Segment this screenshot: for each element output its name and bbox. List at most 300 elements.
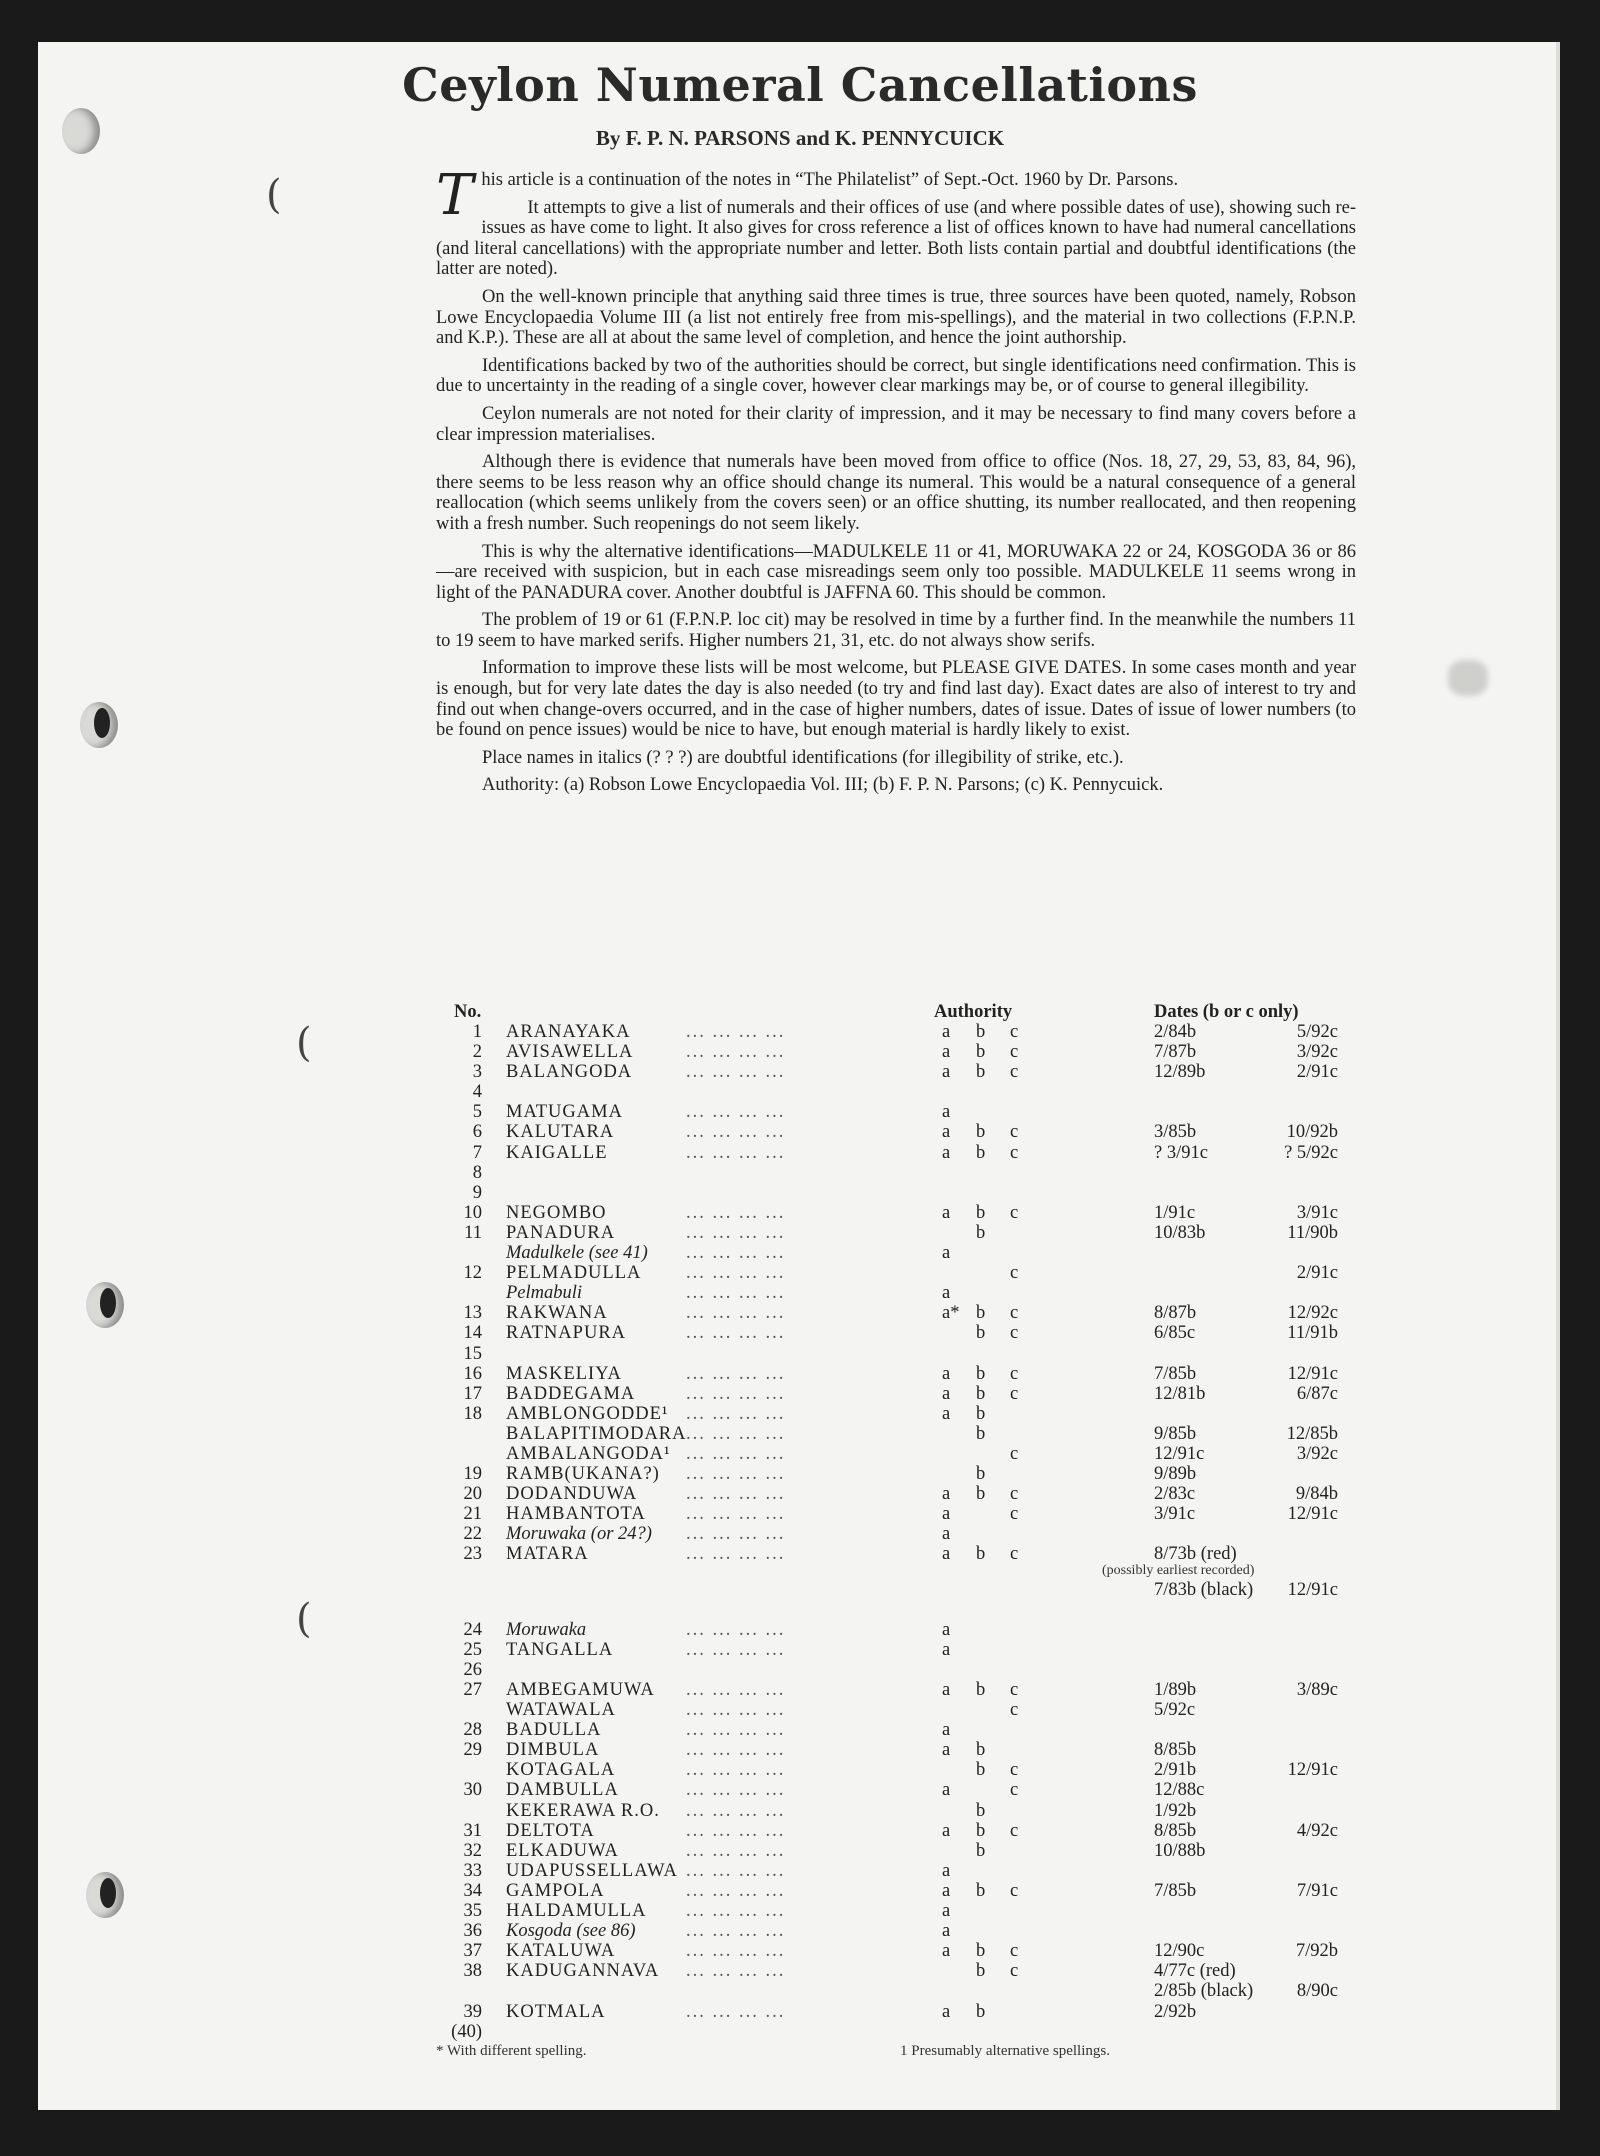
date-first: 1/89b	[1154, 1680, 1197, 1700]
authority-c: c	[1010, 1544, 1019, 1565]
authority-b: b	[976, 1062, 986, 1083]
office-name: KATALUWA	[506, 1941, 616, 1962]
table-row	[436, 1183, 1366, 1203]
row-number: 11	[464, 1222, 482, 1243]
footnote-right: 1 Presumably alternative spellings.	[900, 2043, 1110, 2059]
authority-a: a	[942, 1102, 951, 1123]
row-number: (40)	[451, 2021, 482, 2042]
leader-dots: ... ... ... ...	[686, 1283, 786, 1304]
table-row	[436, 1620, 1366, 1640]
leader-dots: ... ... ... ...	[686, 1383, 786, 1404]
office-name: RAMB(UKANA?)	[506, 1464, 660, 1485]
table-row	[436, 1544, 1366, 1564]
date-last: 8/90c	[1296, 1981, 1338, 2002]
table-row	[436, 1680, 1366, 1700]
paragraph-text: his article is a continuation of the notes in “The Philatelist” of Sept.-Oct. 1960 by Dr. Parsons.	[481, 170, 1179, 190]
table-row	[436, 1163, 1366, 1183]
authority-c: c	[1010, 1780, 1019, 1801]
office-name: WATAWALA	[506, 1700, 616, 1721]
authority-c: c	[1010, 1700, 1019, 1721]
office-name: BADDEGAMA	[506, 1383, 636, 1404]
date-first: 9/85b	[1154, 1423, 1197, 1444]
office-name: KAIGALLE	[506, 1142, 608, 1163]
date-first: 8/73b (red)	[1154, 1544, 1237, 1565]
authority-a: a	[942, 1619, 951, 1640]
office-name: GAMPOLA	[506, 1880, 605, 1901]
date-first: 12/81b	[1154, 1383, 1206, 1404]
body-paragraph	[436, 356, 1356, 397]
date-first: ? 3/91c	[1154, 1142, 1208, 1163]
leader-dots: ... ... ... ...	[686, 1464, 786, 1485]
leader-dots: ... ... ... ...	[686, 1760, 786, 1781]
table-row	[436, 1660, 1366, 1680]
leader-dots: ... ... ... ...	[686, 1941, 786, 1962]
date-first: 3/91c	[1154, 1504, 1196, 1525]
office-name: BADULLA	[506, 1720, 602, 1741]
table-row	[436, 1444, 1366, 1464]
date-first: 7/85b	[1154, 1880, 1197, 1901]
authority-a: a	[942, 1363, 951, 1384]
body-paragraph	[436, 542, 1356, 604]
date-first: 10/83b	[1154, 1222, 1206, 1243]
row-number: 10	[463, 1202, 482, 1223]
office-name: Moruwaka	[506, 1619, 587, 1640]
authority-c: c	[1010, 1383, 1019, 1404]
table-row	[436, 1881, 1366, 1901]
table-row	[436, 1484, 1366, 1504]
authority-a: a	[942, 1860, 951, 1881]
table-row	[436, 1223, 1366, 1243]
authority-b: b	[976, 1800, 986, 1821]
row-number: 6	[472, 1122, 482, 1143]
leader-dots: ... ... ... ...	[686, 1363, 786, 1384]
table-row	[436, 1720, 1366, 1740]
footnote-left: * With different spelling.	[436, 2043, 587, 2059]
row-number: 15	[463, 1343, 482, 1364]
date-last: 3/89c	[1296, 1680, 1338, 1700]
leader-dots: ... ... ... ...	[686, 1639, 786, 1660]
table-header	[436, 1002, 1366, 1022]
authority-b: b	[976, 1941, 986, 1962]
leader-dots: ... ... ... ...	[686, 1042, 786, 1063]
paragraph-text: This is why the alternative identifications—MADULKELE 11 or 41, MORUWAKA 22 or 24, KOSGODA 36 or 86—are received with suspicion, but in each case misreadings seem only too possible. MADULKELE 11 seems wrong in light of the PANADURA cover. Another doubtful is JAFFNA 60. This should be common.	[436, 541, 1356, 603]
authority-b: b	[976, 2001, 986, 2022]
row-number: 31	[463, 1820, 482, 1841]
body-paragraph	[436, 198, 1356, 280]
table-row	[436, 1961, 1366, 1981]
authority-a: a	[942, 1820, 951, 1841]
authority-b: b	[976, 1022, 986, 1042]
row-number: 37	[463, 1941, 482, 1962]
row-number: 29	[463, 1740, 482, 1761]
office-name: Pelmabuli	[506, 1283, 583, 1304]
authority-b: b	[976, 1222, 986, 1243]
office-name: RATNAPURA	[506, 1323, 627, 1344]
scan-smudge	[1448, 660, 1488, 696]
authority-b: b	[976, 1680, 986, 1700]
office-name: AVISAWELLA	[506, 1042, 634, 1063]
authority-a: a	[942, 2001, 951, 2022]
leader-dots: ... ... ... ...	[686, 1820, 786, 1841]
leader-dots: ... ... ... ...	[686, 1780, 786, 1801]
leader-dots: ... ... ... ...	[686, 1303, 786, 1324]
date-first: 1/92b	[1154, 1800, 1197, 1821]
authority-c: c	[1010, 1042, 1019, 1063]
authority-b: b	[976, 1464, 986, 1485]
authority-c: c	[1010, 1484, 1019, 1505]
office-name: PANADURA	[506, 1222, 616, 1243]
authority-c: c	[1010, 1122, 1019, 1143]
office-name: Moruwaka (or 24?)	[506, 1524, 652, 1545]
authority-a: a	[942, 1022, 951, 1042]
paragraph-text: It attempts to give a list of numerals and their offices of use (and where possible dates of use), showing such re-issues as have come to light. It also gives for cross reference a list of offices known to have had numeral cancellations (and literal cancellations) with the appropriate number and letter. Both lists contain partial and doubtful identifications (the latter are noted).	[436, 197, 1356, 280]
paragraph-text: On the well-known principle that anything said three times is true, three sources have been quoted, namely, Robson Lowe Encyclopaedia Volume III (a list not entirely free from mis-spellings), and the material in two collections (F.P.N.P. and K.P.). These are all at about the same level of completion, and hence the joint authorship.	[436, 286, 1356, 349]
date-last: 5/92c	[1296, 1022, 1338, 1042]
authority-a: a	[942, 1680, 951, 1700]
date-first: 2/84b	[1154, 1022, 1197, 1042]
table-row	[436, 1122, 1366, 1142]
table-row	[436, 1263, 1366, 1283]
date-last: 10/92b	[1286, 1122, 1338, 1143]
table-row	[436, 1102, 1366, 1122]
authority-a: a	[942, 1403, 951, 1424]
authority-b: b	[976, 1042, 986, 1063]
date-last: 9/84b	[1295, 1484, 1338, 1505]
office-name: ELKADUWA	[506, 1840, 619, 1861]
date-first: 2/85b (black)	[1154, 1981, 1254, 2002]
row-number: 17	[463, 1383, 482, 1404]
table-row	[436, 1404, 1366, 1424]
date-last: 7/91c	[1296, 1880, 1338, 1901]
article-byline: By F. P. N. PARSONS and K. PENNYCUICK	[595, 126, 1005, 150]
table-row	[436, 1760, 1366, 1780]
table-row	[436, 1580, 1366, 1600]
row-note: (possibly earliest recorded)	[1102, 1562, 1255, 1578]
row-number: 30	[463, 1780, 482, 1801]
drop-cap: T	[436, 163, 474, 228]
authority-b: b	[976, 1740, 986, 1761]
authority-a: a	[942, 1720, 951, 1741]
authority-a: a	[942, 1880, 951, 1901]
date-first: 12/90c	[1154, 1941, 1205, 1962]
table-row	[436, 1062, 1366, 1082]
date-first: 8/85b	[1154, 1740, 1197, 1761]
authority-b: b	[976, 1820, 986, 1841]
row-number: 4	[472, 1082, 482, 1103]
authority-a: a	[942, 1780, 951, 1801]
row-number: 16	[463, 1363, 482, 1384]
date-first: 7/83b (black)	[1154, 1579, 1254, 1600]
row-number: 24	[463, 1619, 482, 1640]
authority-c: c	[1010, 1303, 1019, 1324]
paragraph-text: The problem of 19 or 61 (F.P.N.P. loc cit) may be resolved in time by a further find. In the meanwhile the numbers 11 to 19 seem to have marked serifs. Higher numbers 21, 31, etc. do not always show serifs.	[436, 610, 1356, 651]
office-name: KEKERAWA R.O.	[506, 1800, 660, 1821]
date-first: 2/83c	[1154, 1484, 1196, 1505]
authority-b: b	[976, 1760, 986, 1781]
leader-dots: ... ... ... ...	[686, 1921, 786, 1942]
table-row	[436, 1821, 1366, 1841]
table-row	[436, 1600, 1366, 1620]
paragraph-text: Information to improve these lists will be most welcome, but PLEASE GIVE DATES. In some cases month and year is enough, but for very late dates the day is also needed (to try and find last day). Exact dates are also of interest to try and find out when change-overs occurred, and in the case of higher numbers, dates of issue. Dates of issue of lower numbers (to be found on pence issues) would be nice to have, but enough material is hardly likely to exist.	[436, 658, 1356, 741]
office-name: MATARA	[506, 1544, 589, 1565]
authority-a: a	[942, 1740, 951, 1761]
table-row	[436, 1901, 1366, 1921]
authority-b: b	[976, 1383, 986, 1404]
row-number: 39	[463, 2001, 482, 2022]
date-last: 2/91c	[1296, 1263, 1338, 1284]
office-name: HALDAMULLA	[506, 1901, 647, 1922]
article-body	[436, 163, 1356, 803]
date-last: 12/85b	[1286, 1423, 1338, 1444]
row-number: 26	[463, 1659, 482, 1680]
authority-c: c	[1010, 1680, 1019, 1700]
table-row	[436, 1524, 1366, 1544]
body-paragraph	[436, 748, 1356, 769]
table-row	[436, 1640, 1366, 1660]
leader-dots: ... ... ... ...	[686, 1680, 786, 1700]
table-row	[436, 1364, 1366, 1384]
leader-dots: ... ... ... ...	[686, 1423, 786, 1444]
row-number: 8	[472, 1162, 482, 1183]
office-name: PELMADULLA	[506, 1263, 642, 1284]
header-dates: Dates (b or c only)	[1154, 1002, 1299, 1022]
punch-hole-2	[80, 702, 118, 748]
leader-dots: ... ... ... ...	[686, 1142, 786, 1163]
leader-dots: ... ... ... ...	[686, 1484, 786, 1505]
date-last: 3/91c	[1296, 1202, 1338, 1223]
office-name: RAKWANA	[506, 1303, 608, 1324]
margin-bracket-1: (	[266, 172, 282, 218]
table-row	[436, 1344, 1366, 1364]
office-name: NEGOMBO	[506, 1202, 607, 1223]
row-number: 3	[472, 1062, 482, 1083]
authority-a: a	[942, 1901, 951, 1922]
authority-c: c	[1010, 1142, 1019, 1163]
row-number: 9	[472, 1182, 482, 1203]
leader-dots: ... ... ... ...	[686, 2001, 786, 2022]
date-first: 9/89b	[1154, 1464, 1197, 1485]
leader-dots: ... ... ... ...	[686, 1202, 786, 1223]
row-number: 18	[463, 1403, 482, 1424]
authority-c: c	[1010, 1880, 1019, 1901]
row-number: 23	[463, 1544, 482, 1565]
punch-hole-4	[86, 1872, 124, 1918]
authority-b: b	[976, 1403, 986, 1424]
row-number: 19	[463, 1464, 482, 1485]
date-first: 8/85b	[1154, 1820, 1197, 1841]
authority-a: a	[942, 1283, 951, 1304]
row-number: 1	[472, 1022, 482, 1042]
row-number: 20	[463, 1484, 482, 1505]
leader-dots: ... ... ... ...	[686, 1022, 786, 1042]
row-number: 32	[463, 1840, 482, 1861]
date-last: 3/92c	[1296, 1042, 1338, 1063]
date-last: 7/92b	[1295, 1941, 1338, 1962]
office-name: HAMBANTOTA	[506, 1504, 646, 1525]
office-name: UDAPUSSELLAWA	[506, 1860, 678, 1881]
body-paragraph	[436, 610, 1356, 651]
authority-b: b	[976, 1544, 986, 1565]
table-row	[436, 1303, 1366, 1323]
paragraph-text: Although there is evidence that numerals have been moved from office to office (Nos. 18, 27, 29, 53, 83, 84, 96), there seems to be less reason why an office should change its numeral. This would be a natural consequence of a general reallocation (which seems unlikely from the covers seen) or an office shutting, its number reallocated, and then reopening with a fresh number. Such reopenings do not seem likely.	[436, 452, 1356, 534]
leader-dots: ... ... ... ...	[686, 1443, 786, 1464]
row-number: 12	[463, 1263, 482, 1284]
authority-b: b	[976, 1363, 986, 1384]
row-number: 22	[463, 1524, 482, 1545]
row-number: 14	[463, 1323, 482, 1344]
row-number: 21	[463, 1504, 482, 1525]
date-first: 12/89b	[1154, 1062, 1206, 1083]
office-name: DODANDUWA	[506, 1484, 638, 1505]
table-row	[436, 1981, 1366, 2001]
row-number: 5	[472, 1102, 482, 1123]
table-row	[436, 1203, 1366, 1223]
authority-a: a	[942, 1504, 951, 1525]
margin-bracket-2: (	[296, 1020, 312, 1066]
table-row	[436, 2022, 1366, 2042]
authority-c: c	[1010, 1961, 1019, 1982]
date-first: 4/77c (red)	[1154, 1961, 1236, 1982]
row-number: 36	[463, 1921, 482, 1942]
office-name: KADUGANNAVA	[506, 1961, 660, 1982]
authority-a: a	[942, 1062, 951, 1083]
article-title: Ceylon Numeral Cancellations	[402, 58, 1198, 112]
date-first: 10/88b	[1154, 1840, 1206, 1861]
date-last: 12/91c	[1287, 1760, 1338, 1781]
table-row	[436, 1841, 1366, 1861]
authority-b: b	[976, 1880, 986, 1901]
authority-a: a	[942, 1639, 951, 1660]
office-name: KOTAGALA	[506, 1760, 616, 1781]
date-last: 12/91c	[1287, 1363, 1338, 1384]
leader-dots: ... ... ... ...	[686, 1403, 786, 1424]
date-first: 7/85b	[1154, 1363, 1197, 1384]
authority-b: b	[976, 1961, 986, 1982]
authority-c: c	[1010, 1022, 1019, 1042]
row-number: 13	[463, 1303, 482, 1324]
date-last: 11/91b	[1287, 1323, 1338, 1344]
leader-dots: ... ... ... ...	[686, 1961, 786, 1982]
date-last: 12/91c	[1287, 1504, 1338, 1525]
paragraph-text: Authority: (a) Robson Lowe Encyclopaedia Vol. III; (b) F. P. N. Parsons; (c) K. Pennycuick.	[482, 775, 1164, 796]
authority-a: a	[942, 1941, 951, 1962]
table-row	[436, 1082, 1366, 1102]
row-number: 34	[463, 1880, 482, 1901]
authority-c: c	[1010, 1941, 1019, 1962]
authority-c: c	[1010, 1263, 1019, 1284]
paragraph-text: Identifications backed by two of the authorities should be correct, but single identifications need confirmation. This is due to uncertainty in the reading of a single cover, however clear markings may be, or of course to general illegibility.	[436, 355, 1356, 397]
table-row	[436, 1861, 1366, 1881]
leader-dots: ... ... ... ...	[686, 1880, 786, 1901]
row-number: 7	[472, 1142, 482, 1163]
row-number: 35	[463, 1901, 482, 1922]
authority-b: b	[976, 1122, 986, 1143]
office-name: ARANAYAKA	[506, 1022, 631, 1042]
row-number: 27	[463, 1680, 482, 1700]
authority-a: a	[942, 1524, 951, 1545]
authority-a: a	[942, 1122, 951, 1143]
table-row	[436, 1384, 1366, 1404]
date-first: 5/92c	[1154, 1700, 1196, 1721]
date-first: 8/87b	[1154, 1303, 1197, 1324]
table-row	[436, 1562, 1366, 1580]
office-name: TANGALLA	[506, 1639, 614, 1660]
office-name: KALUTARA	[506, 1122, 615, 1143]
office-name: MATUGAMA	[506, 1102, 623, 1123]
leader-dots: ... ... ... ...	[686, 1122, 786, 1143]
leader-dots: ... ... ... ...	[686, 1860, 786, 1881]
leader-dots: ... ... ... ...	[686, 1263, 786, 1284]
date-first: 12/88c	[1154, 1780, 1205, 1801]
table-row	[436, 1780, 1366, 1800]
office-name: DELTOTA	[506, 1820, 595, 1841]
authority-b: b	[976, 1840, 986, 1861]
authority-b: b	[976, 1484, 986, 1505]
authority-c: c	[1010, 1504, 1019, 1525]
table-row	[436, 1424, 1366, 1444]
leader-dots: ... ... ... ...	[686, 1222, 786, 1243]
table-row	[436, 1464, 1366, 1484]
header-no: No.	[454, 1002, 482, 1022]
leader-dots: ... ... ... ...	[686, 1524, 786, 1545]
table-row	[436, 1740, 1366, 1760]
office-name: Madulkele (see 41)	[506, 1243, 648, 1264]
table-row	[436, 1042, 1366, 1062]
table-row	[436, 1801, 1366, 1821]
authority-a: a	[942, 1484, 951, 1505]
office-name: DAMBULLA	[506, 1780, 619, 1801]
authority-b: b	[976, 1142, 986, 1163]
authority-b: b	[976, 1423, 986, 1444]
authority-a: a	[942, 1383, 951, 1404]
authority-c: c	[1010, 1443, 1019, 1464]
office-name: BALANGODA	[506, 1062, 633, 1083]
row-number: 33	[463, 1860, 482, 1881]
authority-b: b	[976, 1202, 986, 1223]
authority-c: c	[1010, 1202, 1019, 1223]
body-paragraph	[436, 287, 1356, 349]
authority-a: a	[942, 1243, 951, 1264]
body-paragraph	[436, 452, 1356, 534]
date-first: 12/91c	[1154, 1443, 1205, 1464]
office-name: BALAPITIMODARA	[506, 1423, 687, 1444]
date-last: 2/91c	[1296, 1062, 1338, 1083]
leader-dots: ... ... ... ...	[686, 1700, 786, 1721]
office-name: DIMBULA	[506, 1740, 600, 1761]
date-first: 3/85b	[1154, 1122, 1197, 1143]
authority-a: a	[942, 1921, 951, 1942]
office-name: AMBLONGODDE¹	[506, 1403, 669, 1424]
body-paragraph	[436, 658, 1356, 740]
authority-a: a	[942, 1202, 951, 1223]
date-first: 1/91c	[1154, 1202, 1196, 1223]
table-row	[436, 1283, 1366, 1303]
page-edge	[1556, 42, 1560, 2110]
leader-dots: ... ... ... ...	[686, 1323, 786, 1344]
office-name: AMBEGAMUWA	[506, 1680, 655, 1700]
authority-a: a*	[942, 1303, 960, 1324]
row-number: 25	[463, 1639, 482, 1660]
authority-c: c	[1010, 1363, 1019, 1384]
paragraph-text: Ceylon numerals are not noted for their clarity of impression, and it may be necessary to find many covers before a clear impression materialises.	[436, 403, 1356, 445]
table-row	[436, 1143, 1366, 1163]
table-row	[436, 1323, 1366, 1343]
body-paragraph	[436, 775, 1356, 796]
date-first: 2/91b	[1154, 1760, 1197, 1781]
date-last: 11/90b	[1287, 1222, 1338, 1243]
table-row	[436, 1022, 1366, 1042]
authority-b: b	[976, 1323, 986, 1344]
